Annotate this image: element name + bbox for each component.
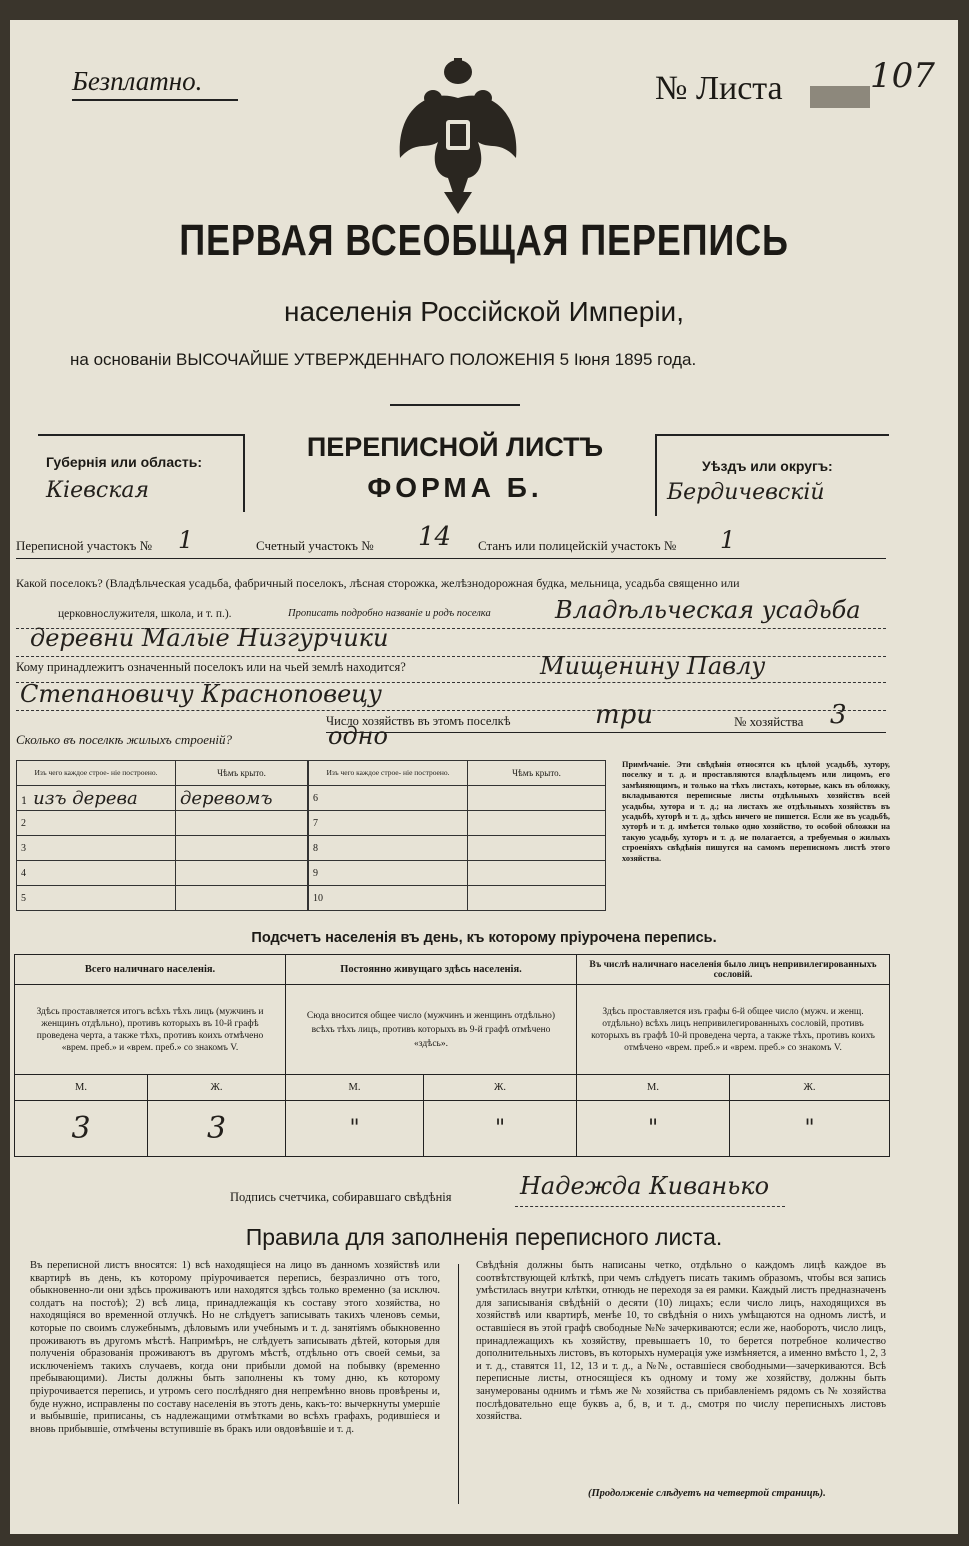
building-row-number: 9 (313, 867, 318, 879)
page-subtitle: населенія Россійской Имперіи, (284, 296, 684, 327)
building-material: изъ дерева (33, 787, 138, 809)
count-district-label: Счетный участокъ № (256, 538, 374, 553)
buildings-table-left (16, 760, 308, 911)
households-value: три (595, 700, 654, 730)
settlement-instruction: Прописать подробно названіе и родъ поселка (288, 608, 491, 619)
census-district-value: 1 (178, 526, 194, 554)
population-table (14, 954, 890, 1157)
households-label: Число хозяйствъ въ этомъ поселкѣ (326, 714, 511, 728)
col-zh: Ж. (148, 1075, 286, 1101)
permanent-population-desc: Сюда вносится общее число (мужчинъ и женщинъ отдѣльно) всѣхъ тѣхъ лицъ, противъ которыхъ въ 9-й графѣ отмѣчено «здѣсь». (286, 985, 577, 1075)
building-row (309, 811, 606, 836)
population-heading: Подсчетъ населенія въ день, къ которому пріурочена перепись. (251, 930, 717, 946)
col-material-header: Изъ чего каждое строе- ніе построено. (17, 761, 176, 786)
total-population-desc: Здѣсь проставляется итогъ всѣхъ тѣхъ лицъ (мужчинъ и женщинъ отдѣльно), противъ которыхъ въ 10-й графѣ проведена черта, а также тѣхъ, противъ коихъ отмѣчено «врем. преб.» и «врем. преб.» со знакомъ V. (15, 985, 286, 1075)
permanent-population-header: Постоянно живущаго здѣсь населенія. (286, 955, 577, 985)
dashed-line-4 (16, 710, 886, 711)
non-privileged-zh-value: " (730, 1101, 890, 1157)
owner-line1: Мищенину Павлу (540, 652, 766, 680)
household-number-value: 3 (830, 700, 847, 730)
permanent-m-value: " (286, 1101, 424, 1157)
non-privileged-desc: Здѣсь проставляется изъ графы 6-й общее число (мужч. и женщ. отдѣльно) всѣхъ лицъ непривилегированныхъ сословій, противъ которыхъ въ графѣ 10-й проведена черта, а также тѣхъ, противъ коихъ отмѣчено «врем. преб.» и «врем. преб.» со знакомъ V. (577, 985, 890, 1075)
buildings-value: одно (328, 722, 388, 750)
building-row-number: 1 (21, 795, 28, 807)
building-row (17, 786, 308, 811)
building-row (309, 836, 606, 861)
settlement-value-line2: деревни Малые Низгурчики (30, 624, 389, 652)
building-row-number: 7 (313, 817, 318, 829)
rules-left-column: Въ переписной листъ вносятся: 1) всѣ находящіеся на лицо въ данномъ хозяйствѣ или квартирѣ въ день, къ которому пріурочивается перепись, безразлично отъ того, обыкновенно-ли они здѣсь проживаютъ или находятся здѣсь только временно (за исключ. солдатъ на постоѣ); 2) всѣ лица, принадлежащія къ составу этого хозяйства, но находящіяся во временной отлучкѣ. Но не слѣдуетъ записывать такихъ членовъ семьи, которые по своимъ служебнымъ, дѣловымъ или учебнымъ и т. д. занятіямъ обыкновенно проживаютъ въ другомъ мѣстѣ. Напримѣръ, не слѣдуетъ записывать дѣтей, которыя для полученія образованія проживаютъ въ другомъ мѣстѣ, отдѣльно отъ своей семьи, за исключеніемъ такихъ случаевъ, когда они прибыли домой на побывку (временно пребывающими). Листы должны быть заполнены къ тому дню, къ которому пріурочивается перепись, и утромъ сего послѣдняго дня непремѣнно вновь провѣрены и, буде нужно, исправлены по составу населенія въ этотъ день, какъ-то: вычеркнуты умершіе и выбывшіе, приписаны, съ надлежащими отмѣтками во всѣхъ графахъ, родившіеся и вновь прибывшіе, отмѣчены вступившіе въ бракъ или овдовѣвшіе и т. д. (30, 1260, 440, 1435)
col-m: М. (286, 1075, 424, 1101)
stan-label: Станъ или полицейскій участокъ № (478, 538, 677, 553)
building-row-number: 6 (313, 792, 318, 804)
col-m: М. (15, 1075, 148, 1101)
building-row-number: 10 (313, 892, 323, 904)
double-headed-eagle-emblem (388, 58, 528, 218)
household-number-label: № хозяйства (734, 714, 804, 729)
settlement-value-line1: Владѣльческая усадьба (555, 596, 861, 624)
building-row (309, 886, 606, 911)
gubernia-box (38, 434, 245, 512)
sheet-number-stamp (810, 86, 870, 108)
form-name: ФОРМА Б. (367, 472, 543, 503)
districts-underline (16, 558, 886, 559)
col-roof-header: Чѣмъ крыто. (176, 761, 308, 786)
building-row-number: 3 (21, 842, 26, 854)
building-row-number: 5 (21, 892, 26, 904)
form-title: ПЕРЕПИСНОЙ ЛИСТЪ (306, 432, 604, 462)
building-roof: деревомъ (176, 786, 308, 811)
signature-label: Подпись счетчика, собиравшаго свѣдѣнія (230, 1190, 452, 1204)
uezd-box (655, 434, 889, 516)
permanent-zh-value: " (424, 1101, 577, 1157)
page-title: ПЕРВАЯ ВСЕОБЩАЯ ПЕРЕПИСЬ (179, 216, 789, 265)
building-row (17, 811, 308, 836)
total-population-header: Всего наличнаго населенія. (15, 955, 286, 985)
col-roof-header: Чѣмъ крыто. (468, 761, 606, 786)
building-row (17, 861, 308, 886)
basis-line: на основаніи ВЫСОЧАЙШЕ УТВЕРЖДЕННАГО ПОЛОЖЕНІЯ 5 Іюня 1895 года. (70, 350, 697, 369)
rules-continued: (Продолженіе слѣдуетъ на четвертой страницѣ). (588, 1488, 826, 1499)
free-label: Безплатно. (72, 66, 203, 96)
building-row-number: 8 (313, 842, 318, 854)
uezd-label: Уѣздъ или округъ: (702, 458, 833, 474)
note-block (622, 760, 890, 864)
building-row-number: 4 (21, 867, 26, 879)
stan-value: 1 (720, 526, 736, 554)
signature-line (515, 1206, 785, 1207)
households-underline (326, 732, 886, 733)
total-zh-value: 3 (148, 1101, 286, 1157)
building-row (309, 786, 606, 811)
settlement-question: Какой поселокъ? (Владѣльческая усадьба, фабричный поселокъ, лѣсная сторожка, желѣзнодорожная будка, мельница, усадьба священно или (16, 576, 740, 590)
gubernia-label: Губернія или область: (46, 454, 203, 470)
gubernia-value: Кіевская (46, 478, 150, 503)
census-sheet (10, 20, 958, 1534)
note-text: Эти свѣдѣнія относятся къ цѣлой усадьбѣ, хутору, поселку и т. д. и проставляются владѣльцемъ или лицомъ, его замѣняющимъ, и только на тѣхъ листахъ, которые, какъ въ обложку, вкладываются переписные листы отдѣльныхъ хозяйствъ всей усадьбы, хутора и т. д.; на листахъ же отдѣльныхъ хозяйствъ въ усадьбѣ, хуторѣ и т. д., здѣсь ничего не пишется. Если же въ усадьбѣ, хуторѣ и т. д. имѣется только одно хозяйство, то особой обложки на такую усадьбу, хуторъ и т. д. не полагается, а требуемыя о жилыхъ строеніяхъ свѣдѣнія пишутся на самомъ переписномъ листѣ этого хозяйства. (622, 760, 891, 863)
settlement-question-cont: церковнослужителя, школа, и т. п.). (58, 608, 232, 620)
sheet-number-label: № Листа (655, 70, 783, 107)
non-privileged-header: Въ числѣ наличнаго населенія было лицъ непривилегированныхъ сословій. (577, 955, 890, 985)
total-m-value: 3 (15, 1101, 148, 1157)
note-title: Примѣчаніе. (622, 760, 671, 769)
uezd-value: Бердичевскій (667, 480, 825, 505)
buildings-label: Сколько въ поселкѣ жилыхъ строеній? (16, 732, 233, 747)
census-district-label: Переписной участокъ № (16, 538, 153, 553)
building-row (17, 886, 308, 911)
rules-divider (458, 1264, 459, 1504)
buildings-table-right (308, 760, 606, 911)
building-row (309, 861, 606, 886)
rules-right-column: Свѣдѣнія должны быть написаны четко, отдѣльно о каждомъ лицѣ каждое въ соотвѣтствующей клѣткѣ, при чемъ слѣдуетъ писать такимъ образомъ, чтобы вся запись умѣстилась внутри клѣтки, отнюдь не переходя за ея рамки. Каждый листъ предназначенъ для записыванія свѣдѣній о десяти (10) лицахъ; если число лицъ, находящихся въ хозяйствѣ или квартирѣ, менѣе 10, то свѣдѣнія о нихъ умѣщаются на одномъ листѣ, и оставшіеся въ этой графѣ свободные №№ зачеркиваются; если же, наоборотъ, число лицъ, принадлежащихъ къ хозяйству, превышаетъ 10, то берется потребное количество дополнительныхъ листовъ, въ которыхъ нумерація уже измѣняется, а именно вмѣсто 1, 2, 3 и т. д., ставятся 11, 12, 13 и т. д., а №№, оставшіеся свободными—зачеркиваются. Всѣ переписные листы, относящіеся къ одному и тому же хозяйству, должны быть занумерованы однимъ и тѣмъ же № хозяйства съ прибавленіемъ рядомъ съ № хозяйства послѣдовательно еще буквъ а, б, в, и т. д., смотря по числу переписныхъ листовъ хозяйства. (476, 1260, 886, 1423)
col-zh: Ж. (730, 1075, 890, 1101)
owner-line2: Степановичу Красноповецу (20, 680, 382, 708)
sheet-number-value: 107 (870, 56, 935, 96)
non-privileged-m-value: " (577, 1101, 730, 1157)
free-underline (72, 99, 238, 101)
owner-question: Кому принадлежитъ означенный поселокъ или на чьей землѣ находится? (16, 660, 406, 674)
title-divider (390, 404, 520, 406)
rules-title: Правила для заполненія переписного листа. (245, 1224, 723, 1250)
col-material-header: Изъ чего каждое строе- ніе построено. (309, 761, 468, 786)
building-row-number: 2 (21, 817, 26, 829)
signature-value: Надежда Киванько (520, 1172, 770, 1200)
col-m: М. (577, 1075, 730, 1101)
count-district-value: 14 (418, 522, 452, 552)
col-zh: Ж. (424, 1075, 577, 1101)
building-row (17, 836, 308, 861)
